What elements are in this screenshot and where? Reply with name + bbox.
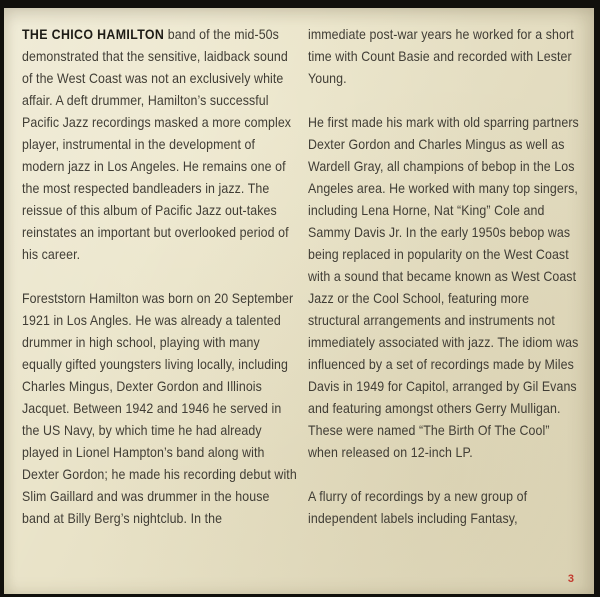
paragraph-postwar: immediate post-war years he worked for a short time with Count Basie and recorded with Lester Young. — [308, 26, 574, 86]
right-column — [308, 23, 581, 529]
lead-in-bold: THE CHICO HAMILTON — [22, 26, 165, 42]
paragraph-west-coast: He first made his mark with old sparring partners Dexter Gordon and Charles Mingus as well as Wardell Gray, all champions of bebop in the Los Angeles area. He worked with many top singers, including Lena Horne, Nat “King” Cole and Sammy Davis Jr. In the early 1950s bebop was being replaced in popularity on the West Coast with a sound that became known as West Coast Jazz or the Cool School, featuring more structural arrangements and instruments not immediately associated with jazz. The idiom was influenced by a set of recordings made by Miles Davis in 1949 for Capitol, arranged by Gil Evans and featuring amongst others Gerry Mulligan. These were named “The Birth Of The Cool” when released on 12-inch LP. — [308, 114, 579, 460]
paragraph-labels: A flurry of recordings by a new group of independent labels including Fantasy, — [308, 488, 528, 526]
left-column — [22, 23, 300, 529]
page-number: 3 — [567, 573, 574, 585]
paragraph-biography: Foreststorn Hamilton was born on 20 September 1921 in Los Angles. He was already a talented drummer in high school, playing with many equally gifted youngsters living locally, including Charles Mingus, Dexter Gordon and Illinois Jacquet. Between 1942 and 1946 he served in the US Navy, by which time he had already played in Lionel Hampton’s band along with Dexter Gordon; he made his recording debut with Slim Gaillard and was drummer in the house band at Billy Berg’s nightclub. In the — [22, 290, 297, 526]
paragraph-intro-text: band of the mid-50s demonstrated that the sensitive, laidback sound of the West Coast was not an exclusively white affair. A deft drummer, Hamilton’s successful Pacific Jazz recordings masked a more complex player, instrumental in the development of modern jazz in Los Angeles. He remains one of the most respected bandleaders in jazz. The reissue of this album of Pacific Jazz out-takes reinstates an important but overlooked period of his career. — [22, 26, 292, 262]
booklet-page — [4, 8, 594, 594]
paragraph-intro — [22, 23, 300, 265]
